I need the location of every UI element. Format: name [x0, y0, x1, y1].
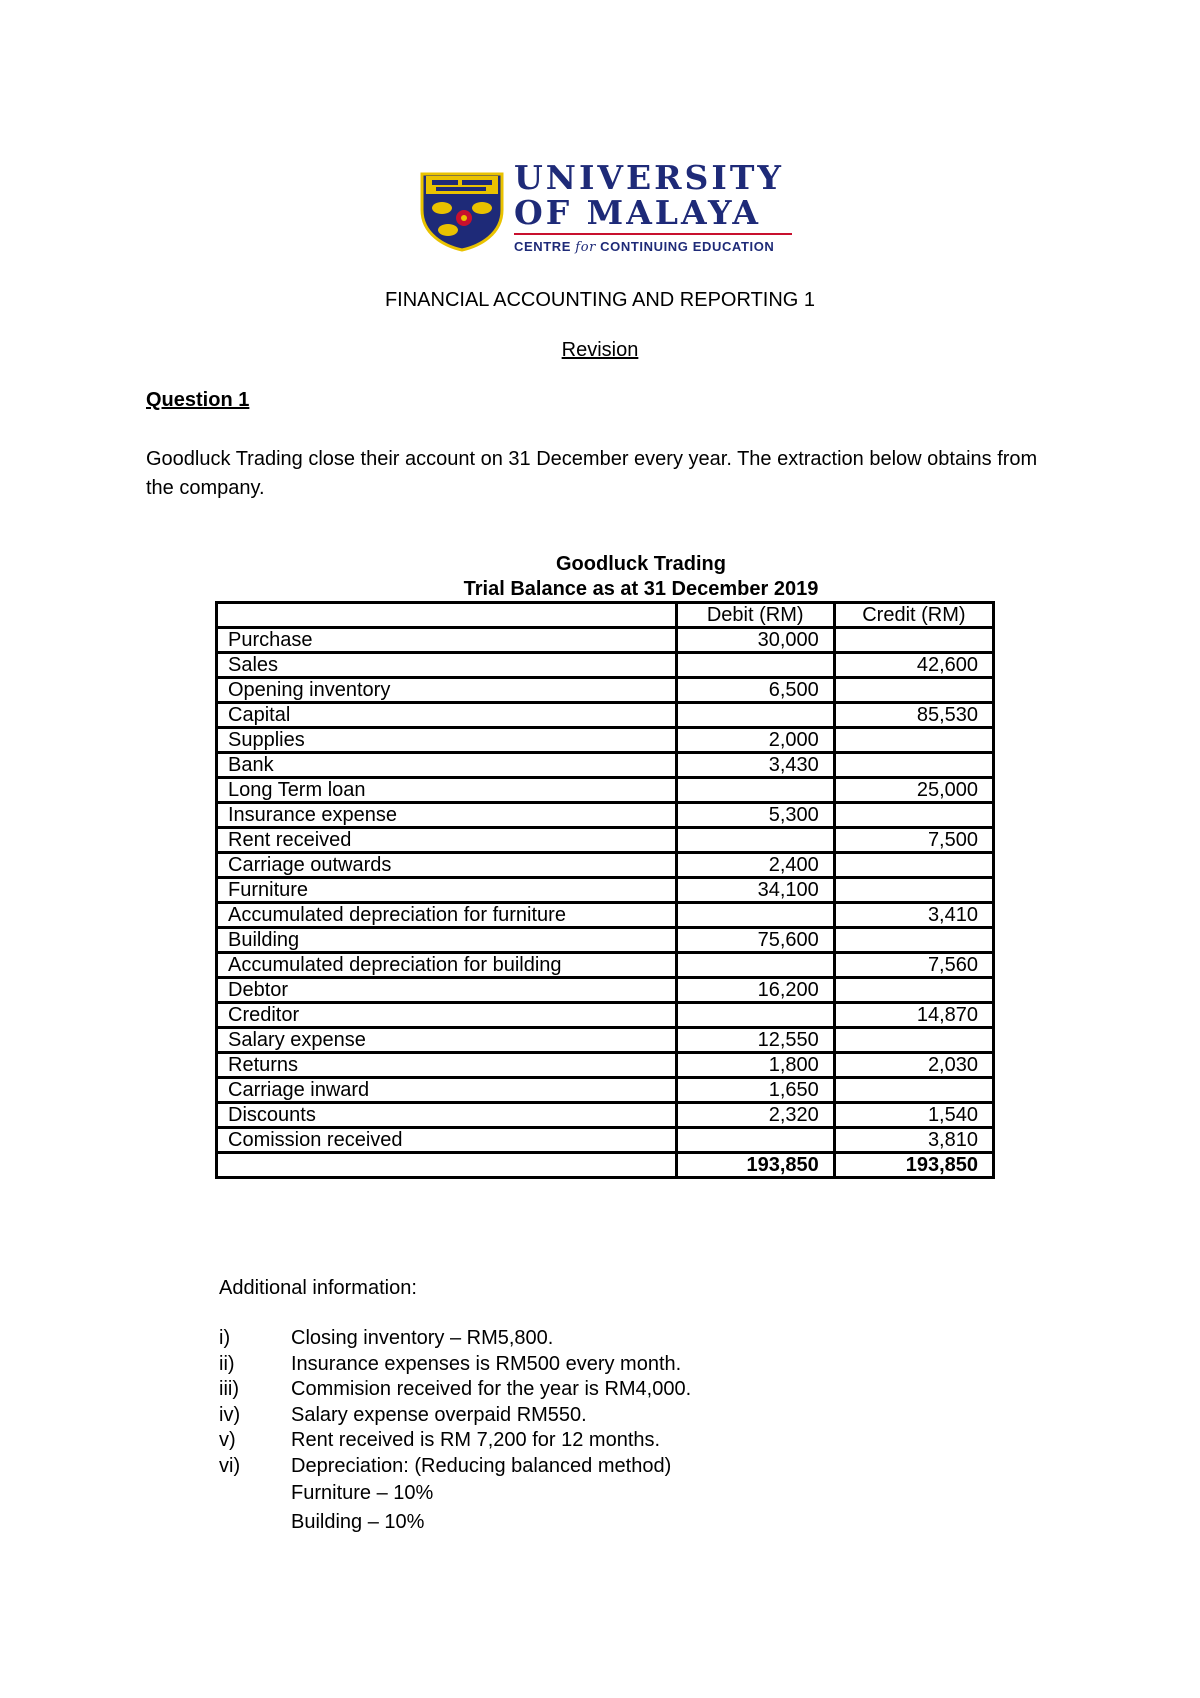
logo-subtitle-continuing: CONTINUING EDUCATION [600, 239, 775, 254]
table-row [217, 1028, 994, 1053]
trial-balance-title: Trial Balance as at 31 December 2019 [463, 578, 819, 600]
logo-line-university: UNIVERSITY [514, 158, 784, 197]
logo-line-malaya: OF MALAYA [514, 193, 762, 232]
table-row [217, 1053, 994, 1078]
credit-cell: 3,410 [834, 903, 993, 928]
list-item-text: Insurance expenses is RM500 every month. [291, 1352, 682, 1375]
debit-cell [676, 953, 834, 978]
question-intro: Goodluck Trading close their account on 31 December every year. The extraction below obtains from the company. [146, 448, 1038, 499]
account-cell: Creditor [217, 1003, 677, 1028]
additional-info-title: Additional information: [219, 1277, 417, 1299]
credit-cell [834, 1028, 993, 1053]
list-item [219, 1377, 692, 1403]
logo-divider [514, 233, 792, 235]
university-crest-icon [418, 164, 506, 252]
debit-cell: 5,300 [676, 803, 834, 828]
debit-cell: 1,800 [676, 1053, 834, 1078]
logo-subtitle [514, 239, 774, 255]
account-cell: Carriage inward [217, 1078, 677, 1103]
table-row [217, 953, 994, 978]
debit-cell: 2,320 [676, 1103, 834, 1128]
credit-cell [834, 678, 993, 703]
table-row [217, 928, 994, 953]
credit-cell [834, 728, 993, 753]
list-item [219, 1428, 661, 1454]
list-item-numeral: ii) [219, 1352, 235, 1375]
table-header-row [217, 603, 994, 628]
account-cell: Comission received [217, 1128, 677, 1153]
header-account [217, 603, 677, 628]
account-cell: Building [217, 928, 677, 953]
table-row [217, 628, 994, 653]
account-cell: Discounts [217, 1103, 677, 1128]
credit-cell: 14,870 [834, 1003, 993, 1028]
credit-cell [834, 803, 993, 828]
table-row [217, 1128, 994, 1153]
account-cell: Opening inventory [217, 678, 677, 703]
credit-cell: 7,500 [834, 828, 993, 853]
list-item-text: Depreciation: (Reducing balanced method) [291, 1454, 672, 1477]
debit-cell: 34,100 [676, 878, 834, 903]
credit-cell: 7,560 [834, 953, 993, 978]
account-cell: Supplies [217, 728, 677, 753]
question-heading: Question 1 [146, 389, 250, 411]
table-row [217, 703, 994, 728]
table-row [217, 1103, 994, 1128]
debit-cell: 16,200 [676, 978, 834, 1003]
debit-cell: 75,600 [676, 928, 834, 953]
debit-cell [676, 1003, 834, 1028]
debit-total: 193,850 [676, 1153, 834, 1178]
table-row [217, 678, 994, 703]
list-item-text: Salary expense overpaid RM550. [291, 1403, 587, 1426]
debit-cell [676, 653, 834, 678]
table-row [217, 903, 994, 928]
table-row [217, 853, 994, 878]
credit-cell [834, 753, 993, 778]
credit-cell [834, 1078, 993, 1103]
header-debit: Debit (RM) [676, 603, 834, 628]
table-row [217, 778, 994, 803]
list-item-numeral: i) [219, 1327, 231, 1349]
account-cell: Accumulated depreciation for building [217, 953, 677, 978]
credit-cell [834, 628, 993, 653]
account-cell: Accumulated depreciation for furniture [217, 903, 677, 928]
logo-subtitle-centre: CENTRE [514, 239, 572, 254]
account-cell: Insurance expense [217, 803, 677, 828]
account-cell: Returns [217, 1053, 677, 1078]
list-item-text: Closing inventory – RM5,800. [291, 1327, 554, 1349]
credit-cell [834, 978, 993, 1003]
debit-cell [676, 1128, 834, 1153]
account-cell: Rent received [217, 828, 677, 853]
table-row [217, 1003, 994, 1028]
list-item-numeral: v) [219, 1429, 236, 1451]
logo-subtitle-for: for [575, 240, 596, 255]
account-cell: Debtor [217, 978, 677, 1003]
depreciation-rate-item: Building – 10% [291, 1511, 425, 1533]
debit-cell: 2,400 [676, 853, 834, 878]
table-row [217, 978, 994, 1003]
header-credit: Credit (RM) [834, 603, 993, 628]
debit-cell: 12,550 [676, 1028, 834, 1053]
revision-heading: Revision [561, 339, 639, 361]
list-item [219, 1403, 587, 1429]
table-row [217, 1078, 994, 1103]
table-row [217, 653, 994, 678]
account-cell: Capital [217, 703, 677, 728]
credit-cell: 25,000 [834, 778, 993, 803]
account-cell: Furniture [217, 878, 677, 903]
trial-balance-company: Goodluck Trading [555, 553, 726, 575]
debit-cell: 3,430 [676, 753, 834, 778]
account-cell: Sales [217, 653, 677, 678]
list-item-numeral: iii) [219, 1378, 239, 1400]
credit-cell: 42,600 [834, 653, 993, 678]
table-row [217, 803, 994, 828]
account-cell: Salary expense [217, 1028, 677, 1053]
debit-cell [676, 703, 834, 728]
list-item-numeral: vi) [219, 1454, 241, 1477]
debit-cell: 2,000 [676, 728, 834, 753]
depreciation-rate-item: Furniture – 10% [291, 1482, 434, 1504]
list-item-text: Rent received is RM 7,200 for 12 months. [291, 1429, 661, 1451]
credit-cell: 1,540 [834, 1103, 993, 1128]
credit-cell: 3,810 [834, 1128, 993, 1153]
credit-total: 193,850 [834, 1153, 993, 1178]
list-item-numeral: iv) [219, 1403, 241, 1426]
totals-row [217, 1153, 994, 1178]
list-item [219, 1352, 682, 1378]
table-row [217, 753, 994, 778]
additional-info-list [219, 1326, 692, 1537]
account-cell: Bank [217, 753, 677, 778]
course-title: FINANCIAL ACCOUNTING AND REPORTING 1 [384, 289, 816, 311]
account-cell: Carriage outwards [217, 853, 677, 878]
credit-cell: 2,030 [834, 1053, 993, 1078]
debit-cell [676, 903, 834, 928]
credit-cell [834, 853, 993, 878]
account-cell: Long Term loan [217, 778, 677, 803]
credit-cell [834, 878, 993, 903]
totals-label-cell [217, 1153, 677, 1178]
list-item [219, 1326, 554, 1352]
list-item-text: Commision received for the year is RM4,000. [291, 1378, 692, 1400]
table-row [217, 728, 994, 753]
account-cell: Purchase [217, 628, 677, 653]
credit-cell: 85,530 [834, 703, 993, 728]
list-item [219, 1454, 672, 1480]
debit-cell: 1,650 [676, 1078, 834, 1103]
debit-cell [676, 828, 834, 853]
debit-cell [676, 778, 834, 803]
credit-cell [834, 928, 993, 953]
university-logo [418, 160, 794, 256]
trial-balance-table [215, 601, 995, 1179]
table-row [217, 878, 994, 903]
table-row [217, 828, 994, 853]
debit-cell: 6,500 [676, 678, 834, 703]
debit-cell: 30,000 [676, 628, 834, 653]
